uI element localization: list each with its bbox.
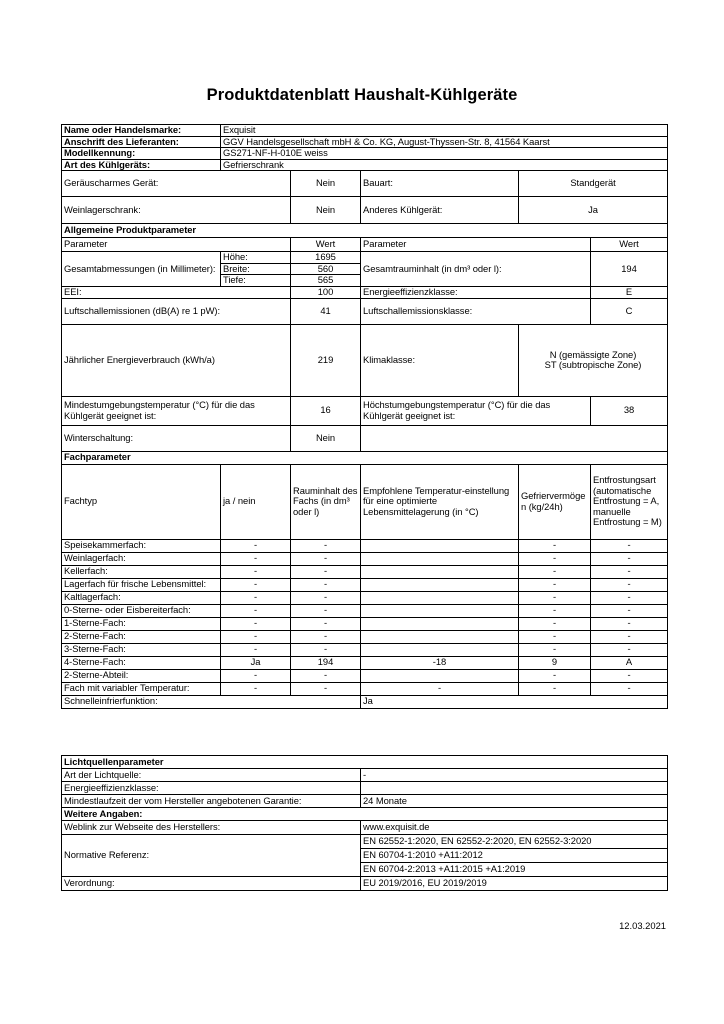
table-row	[62, 682, 668, 695]
compartment-volume: -	[291, 565, 361, 578]
compartment-volume: -	[291, 591, 361, 604]
warranty-value: 24 Monate	[361, 795, 668, 808]
compartment-defrost: -	[591, 591, 668, 604]
table-row	[62, 656, 668, 669]
compartment-yes-no: -	[221, 591, 291, 604]
compartment-freezing: -	[519, 539, 591, 552]
winter-switch-label: Winterschaltung:	[62, 425, 291, 451]
low-noise-value: Nein	[291, 171, 361, 197]
table-row	[62, 539, 668, 552]
type-label: Art des Kühlgeräts:	[62, 159, 221, 171]
compartment-name: Kaltlagerfach:	[62, 591, 221, 604]
compartment-defrost: -	[591, 565, 668, 578]
compartment-freezing: -	[519, 669, 591, 682]
compartment-yes-no: -	[221, 578, 291, 591]
light-section-header: Lichtquellenparameter	[62, 756, 668, 769]
compartment-temp	[361, 643, 519, 656]
compartment-freezing: -	[519, 604, 591, 617]
dimensions-label: Gesamtabmessungen (in Millimeter):	[62, 252, 221, 287]
design-value: Standgerät	[519, 171, 668, 197]
compartment-yes-no: -	[221, 669, 291, 682]
energy-class-label: Energieeffizienzklasse:	[361, 286, 591, 298]
specific-section-header: Fachparameter	[62, 451, 668, 464]
compartment-defrost: -	[591, 682, 668, 695]
light-class-label: Energieeffizienzklasse:	[62, 782, 361, 795]
compartment-temp	[361, 630, 519, 643]
quick-freeze-value: Ja	[361, 695, 668, 708]
compartment-defrost: -	[591, 604, 668, 617]
compartment-volume: -	[291, 604, 361, 617]
compartment-yes-no: -	[221, 630, 291, 643]
compartment-freezing: 9	[519, 656, 591, 669]
depth-value: 565	[291, 275, 361, 287]
compartment-freezing: -	[519, 552, 591, 565]
max-ambient-temp-value: 38	[591, 396, 668, 425]
compartment-yes-no: -	[221, 604, 291, 617]
compartment-name: Fach mit variabler Temperatur:	[62, 682, 221, 695]
wine-cabinet-label: Weinlagerschrank:	[62, 197, 291, 224]
winter-switch-value: Nein	[291, 425, 361, 451]
table-row	[62, 565, 668, 578]
more-info-section-header: Weitere Angaben:	[62, 808, 668, 821]
compartment-temp	[361, 552, 519, 565]
value-header: Wert	[291, 238, 361, 252]
type-value: Gefrierschrank	[221, 159, 668, 171]
compartment-name: 0-Sterne- oder Eisbereiterfach:	[62, 604, 221, 617]
regulation-label: Verordnung:	[62, 877, 361, 891]
compartment-temp	[361, 578, 519, 591]
weblink-value[interactable]: www.exquisit.de	[361, 821, 668, 835]
compartment-yes-no: -	[221, 617, 291, 630]
compartment-freezing: -	[519, 617, 591, 630]
supplier-label: Anschrift des Lieferanten:	[62, 136, 221, 148]
model-value: GS271-NF-H-010E weiss	[221, 148, 668, 160]
compartment-yes-no: -	[221, 565, 291, 578]
compartment-defrost: -	[591, 539, 668, 552]
compartment-volume: -	[291, 643, 361, 656]
depth-label: Tiefe:	[221, 275, 291, 287]
compartment-temp	[361, 617, 519, 630]
compartment-name: 2-Sterne-Abteil:	[62, 669, 221, 682]
height-label: Höhe:	[221, 252, 291, 264]
min-ambient-temp-value: 16	[291, 396, 361, 425]
compartment-temp: -18	[361, 656, 519, 669]
compartment-name: 2-Sterne-Fach:	[62, 630, 221, 643]
compartment-name: Speisekammerfach:	[62, 539, 221, 552]
compartment-volume: -	[291, 630, 361, 643]
compartment-name: 4-Sterne-Fach:	[62, 656, 221, 669]
climate-class-value	[519, 324, 668, 396]
normative-reference-1: EN 62552-1:2020, EN 62552-2:2020, EN 62552-3:2020	[361, 835, 668, 849]
supplier-value: GGV Handelsgesellschaft mbH & Co. KG, August-Thyssen-Str. 8, 41564 Kaarst	[221, 136, 668, 148]
height-value: 1695	[291, 252, 361, 264]
volume-label: Gesamtrauminhalt (in dm³ oder l):	[361, 252, 591, 287]
table-row	[62, 630, 668, 643]
width-label: Breite:	[221, 263, 291, 275]
page-title: Produktdatenblatt Haushalt-Kühlgeräte	[206, 86, 518, 104]
climate-class-line-2: ST (subtropische Zone)	[544, 359, 642, 370]
compartment-freezing: -	[519, 565, 591, 578]
compartment-temp	[361, 604, 519, 617]
design-label: Bauart:	[361, 171, 519, 197]
annual-energy-value: 219	[291, 324, 361, 396]
compartment-volume: -	[291, 539, 361, 552]
normative-reference-3: EN 60704-2:2013 +A11:2015 +A1:2019	[361, 863, 668, 877]
compartment-volume: -	[291, 578, 361, 591]
noise-label: Luftschallemissionen (dB(A) re 1 pW):	[62, 298, 291, 324]
table-row	[62, 617, 668, 630]
table-row	[62, 669, 668, 682]
wine-cabinet-value: Nein	[291, 197, 361, 224]
compartment-volume: -	[291, 669, 361, 682]
light-type-label: Art der Lichtquelle:	[62, 769, 361, 782]
compartment-temp	[361, 565, 519, 578]
normative-reference-label: Normative Referenz:	[62, 835, 361, 877]
param-header-2: Parameter	[361, 238, 591, 252]
compartment-defrost: -	[591, 630, 668, 643]
defrost-type-header: Entfrostungsart (automatische Entfrostung = A, manuelle Entfrostung = M)	[591, 464, 668, 539]
compartment-defrost: -	[591, 669, 668, 682]
climate-class-label: Klimaklasse:	[361, 324, 519, 396]
compartment-temp	[361, 591, 519, 604]
product-sheet-table	[61, 124, 668, 709]
compartment-type-header: Fachtyp	[62, 464, 221, 539]
climate-class-line-1: N (gemässigte Zone)	[549, 348, 637, 360]
other-device-label: Anderes Kühlgerät:	[361, 197, 519, 224]
noise-class-value: C	[591, 298, 668, 324]
other-device-value: Ja	[519, 197, 668, 224]
compartment-defrost: -	[591, 617, 668, 630]
weblink-label: Weblink zur Webseite des Herstellers:	[62, 821, 361, 835]
brand-value: Exquisit	[221, 125, 668, 137]
general-section-header: Allgemeine Produktparameter	[62, 224, 668, 238]
compartment-temp: -	[361, 682, 519, 695]
compartment-defrost: A	[591, 656, 668, 669]
compartment-volume: -	[291, 682, 361, 695]
compartment-yes-no: -	[221, 682, 291, 695]
compartment-yes-no: -	[221, 552, 291, 565]
light-source-table	[61, 755, 668, 891]
compartment-volume: -	[291, 617, 361, 630]
table-row	[62, 591, 668, 604]
compartment-freezing: -	[519, 591, 591, 604]
volume-value: 194	[591, 252, 668, 287]
compartment-defrost: -	[591, 552, 668, 565]
compartment-volume: 194	[291, 656, 361, 669]
eei-label: EEI:	[62, 286, 291, 298]
noise-class-label: Luftschallemissionsklasse:	[361, 298, 591, 324]
compartment-yes-no: Ja	[221, 656, 291, 669]
annual-energy-label: Jährlicher Energieverbrauch (kWh/a)	[62, 324, 291, 396]
compartment-defrost: -	[591, 578, 668, 591]
warranty-label: Mindestlaufzeit der vom Hersteller angebotenen Garantie:	[62, 795, 361, 808]
yes-no-header: ja / nein	[221, 464, 291, 539]
brand-label: Name oder Handelsmarke:	[62, 125, 221, 137]
energy-class-value: E	[591, 286, 668, 298]
normative-reference-2: EN 60704-1:2010 +A11:2012	[361, 849, 668, 863]
compartment-name: 3-Sterne-Fach:	[62, 643, 221, 656]
table-row	[62, 604, 668, 617]
compartment-name: Weinlagerfach:	[62, 552, 221, 565]
compartment-freezing: -	[519, 630, 591, 643]
width-value: 560	[291, 263, 361, 275]
recommended-temp-header: Empfohlene Temperatur-einstellung für eine optimierte Lebensmittelagerung (in °C)	[361, 464, 519, 539]
quick-freeze-label: Schnelleinfrierfunktion:	[62, 695, 361, 708]
compartment-freezing: -	[519, 643, 591, 656]
value-header-2: Wert	[591, 238, 668, 252]
compartment-freezing: -	[519, 682, 591, 695]
light-class-value	[361, 782, 668, 795]
max-ambient-temp-label: Höchstumgebungstemperatur (°C) für die das Kühlgerät geeignet ist:	[361, 396, 591, 425]
compartment-yes-no: -	[221, 539, 291, 552]
model-label: Modellkennung:	[62, 148, 221, 160]
table-row	[62, 552, 668, 565]
compartment-name: Lagerfach für frische Lebensmittel:	[62, 578, 221, 591]
document-date: 12.03.2021	[619, 920, 666, 931]
table-row	[62, 578, 668, 591]
noise-value: 41	[291, 298, 361, 324]
regulation-value: EU 2019/2016, EU 2019/2019	[361, 877, 668, 891]
param-header: Parameter	[62, 238, 291, 252]
low-noise-label: Geräuscharmes Gerät:	[62, 171, 291, 197]
compartment-temp	[361, 669, 519, 682]
compartment-rows	[62, 539, 668, 695]
freezing-capacity-header: Gefriervermögen (kg/24h)	[519, 464, 591, 539]
light-type-value: -	[361, 769, 668, 782]
compartment-defrost: -	[591, 643, 668, 656]
compartment-temp	[361, 539, 519, 552]
compartment-volume-header: Rauminhalt des Fachs (in dm³ oder l)	[291, 464, 361, 539]
compartment-name: 1-Sterne-Fach:	[62, 617, 221, 630]
table-row	[62, 643, 668, 656]
compartment-yes-no: -	[221, 643, 291, 656]
compartment-name: Kellerfach:	[62, 565, 221, 578]
min-ambient-temp-label: Mindestumgebungstemperatur (°C) für die das Kühlgerät geeignet ist:	[62, 396, 291, 425]
compartment-freezing: -	[519, 578, 591, 591]
eei-value: 100	[291, 286, 361, 298]
compartment-volume: -	[291, 552, 361, 565]
